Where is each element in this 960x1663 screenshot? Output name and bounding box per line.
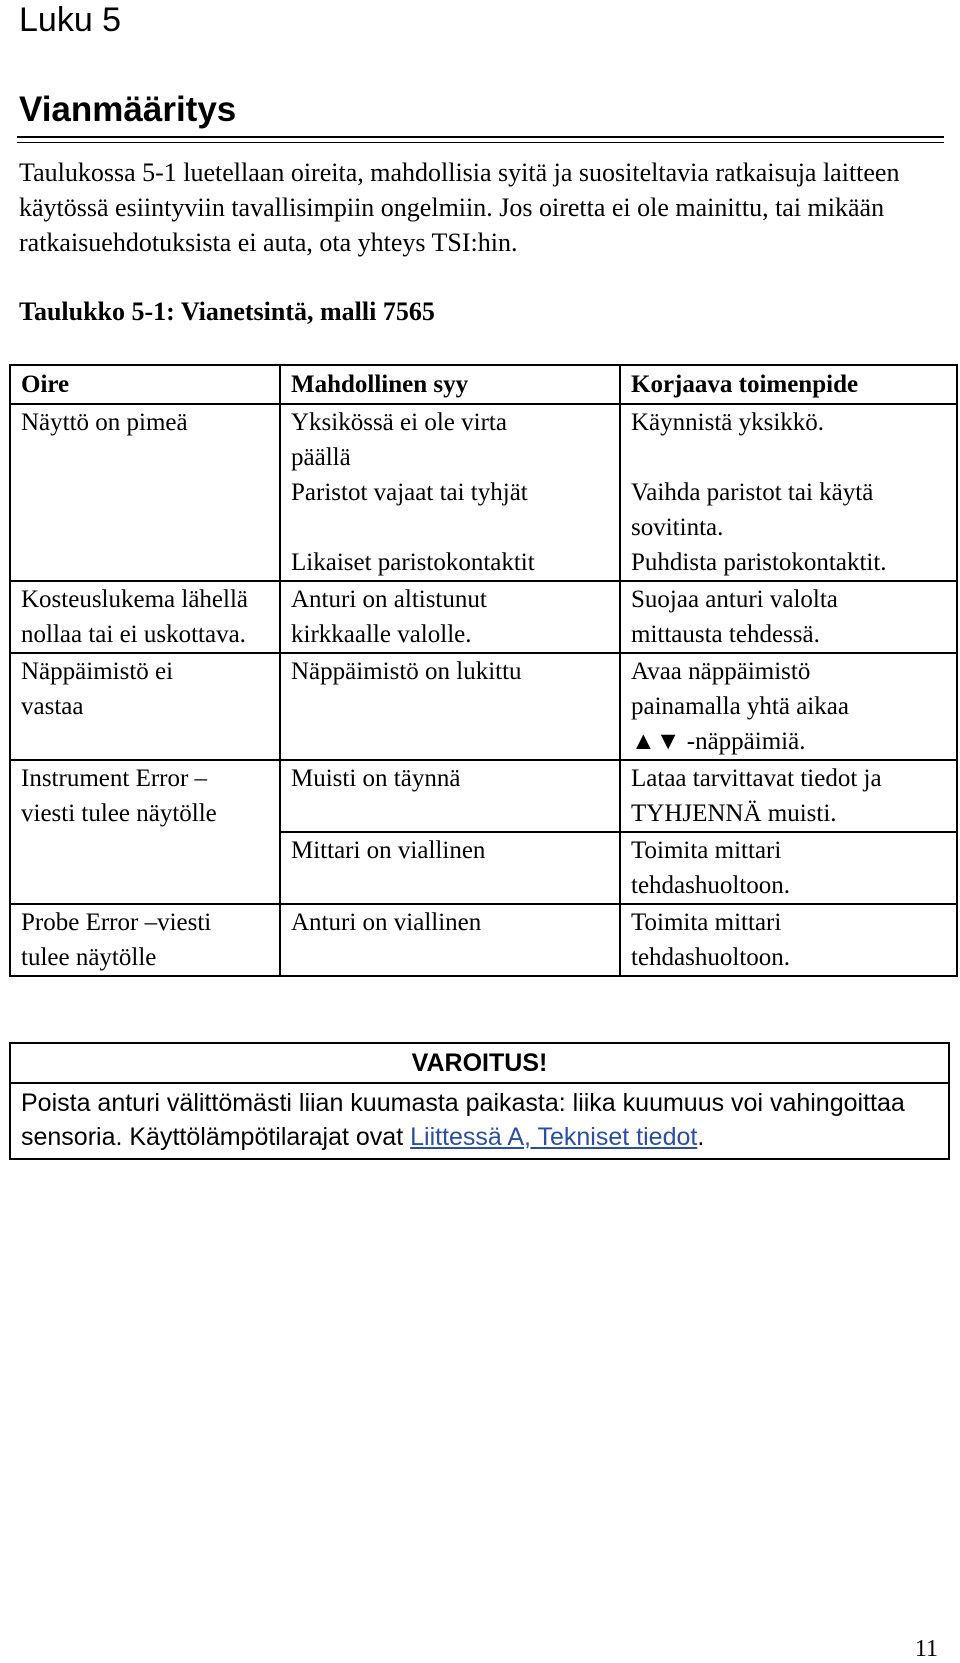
table-row [10,653,957,760]
cause-cell: Yksikössä ei ole virta päällä Paristot vajaat tai tyhjät Likaiset paristokontaktit [280,404,620,581]
page-title: Vianmääritys [19,90,237,129]
page-number: 11 [914,1636,938,1662]
fix-cell: Toimita mittari tehdashuoltoon. [620,832,957,904]
symptom-cell: Kosteuslukema lähellä nollaa tai ei uskottava. [10,581,280,653]
header-fix: Korjaava toimenpide [620,365,957,404]
fix-cell: Avaa näppäimistö painamalla yhtä aikaa ▲▼ -näppäimiä. [620,653,957,760]
warning-text: Poista anturi välittömästi liian kuumasta paikasta: liika kuumuus voi vahingoittaa sensoria. Käyttölämpötilarajat ovat Liittessä A, Tekniset tiedot. [21,1089,905,1151]
title-divider-thin [17,142,944,143]
troubleshooting-table [9,364,958,977]
symptom-cell: Näppäimistö ei vastaa [10,653,280,760]
table-row [10,404,957,581]
warning-box [9,1042,950,1160]
fix-cell: Lataa tarvittavat tiedot ja TYHJENNÄ muisti. [620,760,957,832]
intro-paragraph: Taulukossa 5-1 luetellaan oireita, mahdollisia syitä ja suositeltavia ratkaisuja laitteen käytössä esiintyviin tavallisimpiin ongelmiin. Jos oiretta ei ole mainittu, tai mikään ratkaisuehdotuksista ei auta, ota yhteys TSI:hin. [19,158,900,257]
symptom-cell: Näyttö on pimeä [10,404,280,581]
table-header-row [10,365,957,404]
cause-cell: Muisti on täynnä [280,760,620,832]
table-row [10,581,957,653]
fix-cell: Suojaa anturi valolta mittausta tehdessä. [620,581,957,653]
table-row [10,904,957,976]
cause-cell: Näppäimistö on lukittu [280,653,620,760]
cause-cell: Anturi on viallinen [280,904,620,976]
header-cause: Mahdollinen syy [280,365,620,404]
symptom-cell: Instrument Error –viesti tulee näytölle [10,760,280,904]
symptom-cell: Probe Error –viesti tulee näytölle [10,904,280,976]
chapter-label: Luku 5 [19,1,122,39]
fix-cell: Toimita mittari tehdashuoltoon. [620,904,957,976]
title-divider [17,136,944,138]
appendix-a-link[interactable]: Liittessä A, Tekniset tiedot [410,1123,698,1151]
header-symptom: Oire [10,365,280,404]
cause-cell: Anturi on altistunut kirkkaalle valolle. [280,581,620,653]
fix-cell: Käynnistä yksikkö. Vaihda paristot tai käytä sovitinta. Puhdista paristokontaktit. [620,404,957,581]
cause-cell: Mittari on viallinen [280,832,620,904]
table-row [10,760,957,832]
table-caption: Taulukko 5-1: Vianetsintä, malli 7565 [19,297,435,326]
warning-heading: VAROITUS! [11,1044,948,1084]
